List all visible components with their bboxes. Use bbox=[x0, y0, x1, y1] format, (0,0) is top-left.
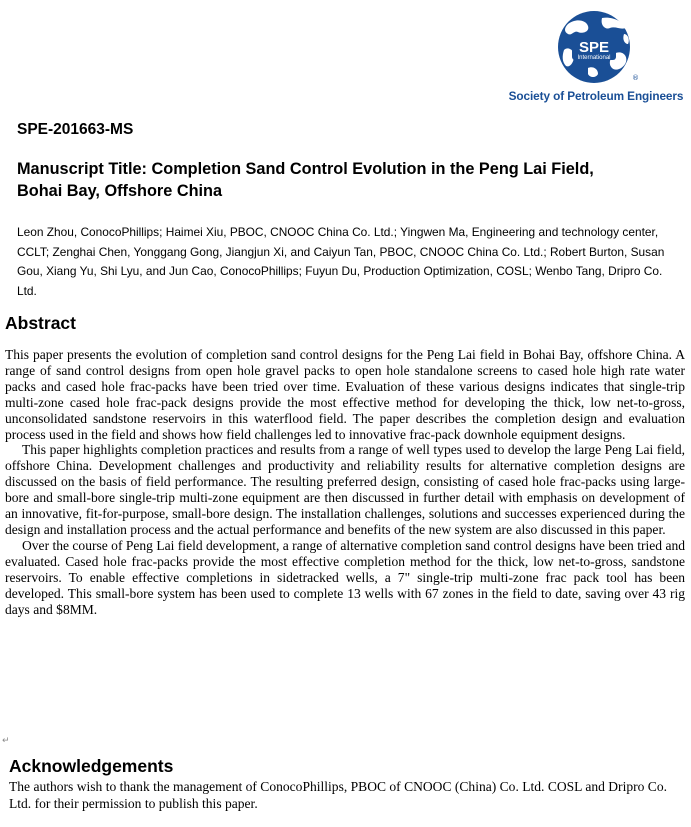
spe-mark-subtext: International bbox=[577, 55, 611, 61]
paper-number: SPE-201663-MS bbox=[17, 121, 134, 138]
abstract-paragraph: Over the course of Peng Lai field development, a range of alternative completion sand control designs have been tried and evaluated. Cased hole frac-packs provide the most effective completion method for the thick, low net-to-gross, sandstone reservoirs. To enable effective completions in sidetracked wells, a 7" single-trip multi-zone frac pack tool has been developed. This small-bore system has been used to complete 13 wells with 67 zones in the field to date, saving over 43 rig days and $8MM. bbox=[5, 537, 685, 617]
manuscript-title bbox=[17, 158, 682, 202]
abstract-heading: Abstract bbox=[5, 313, 76, 333]
spe-globe-logo-icon bbox=[528, 10, 664, 90]
logo-caption: Society of Petroleum Engineers bbox=[508, 89, 684, 103]
paragraph-mark-icon: ↵ bbox=[2, 736, 10, 746]
title-line-2: Bohai Bay, Offshore China bbox=[17, 182, 223, 200]
abstract-paragraph: This paper highlights completion practices and results from a range of well types used to develop the large Peng Lai field, offshore China. Development challenges and productivity and reliability results for alternative completion designs are discussed on the basis of field performance. The resulting preferred design, consisting of cased hole frac-packs using large-bore and small-bore single-trip multi-zone equipment are then discussed in further detail with emphasis on development of an innovative, fit-for-purpose, small-bore design. The installation challenges, solutions and successes experienced during the design and installation process and the actual performance and benefits of the new system are also discussed in this paper. bbox=[5, 442, 685, 537]
registered-mark: ® bbox=[632, 74, 639, 82]
author-list: Leon Zhou, ConocoPhillips; Haimei Xiu, PBOC, CNOOC China Co. Ltd.; Yingwen Ma, Engineering and technology center, CCLT; Zenghai Chen, Yonggang Gong, Jiangjun Xi, and Caiyun Tan, PBOC, CNOOC China Co. Ltd.; Robert Burton, Susan Gou, Xiang Yu, Shi Lyu, and Jun Cao, ConocoPhillips; Fuyun Du, Production Optimization, COSL; Wenbo Tang, Dripro Co. Ltd. bbox=[17, 225, 665, 298]
abstract-body bbox=[5, 347, 685, 617]
title-line-1: Manuscript Title: Completion Sand Control Evolution in the Peng Lai Field, bbox=[17, 160, 594, 178]
spe-logo bbox=[508, 10, 684, 110]
abstract-paragraph: This paper presents the evolution of completion sand control designs for the Peng Lai field in Bohai Bay, offshore China. A range of sand control designs from open hole gravel packs to open hole standalone screens to cased hole high rate water packs and cased hole frac-packs have been tried over time. Evaluation of these various designs indicates that single-trip multi-zone cased hole frac-pack designs provide the most effective method for developing the thick, low net-to-gross, unconsolidated sandstone reservoirs in this waterflood field. The paper describes the completion design and evaluation process used in the field and shows how field challenges led to innovative frac-pack downhole equipment designs. bbox=[5, 347, 685, 442]
spe-mark-text: SPE bbox=[578, 39, 610, 56]
acknowledgements-heading: Acknowledgements bbox=[9, 756, 174, 776]
acknowledgements-text: The authors wish to thank the management of ConocoPhillips, PBOC of CNOOC (China) Co. Ltd. COSL and Dripro Co. Ltd. for their permission to publish this paper. bbox=[9, 779, 667, 811]
